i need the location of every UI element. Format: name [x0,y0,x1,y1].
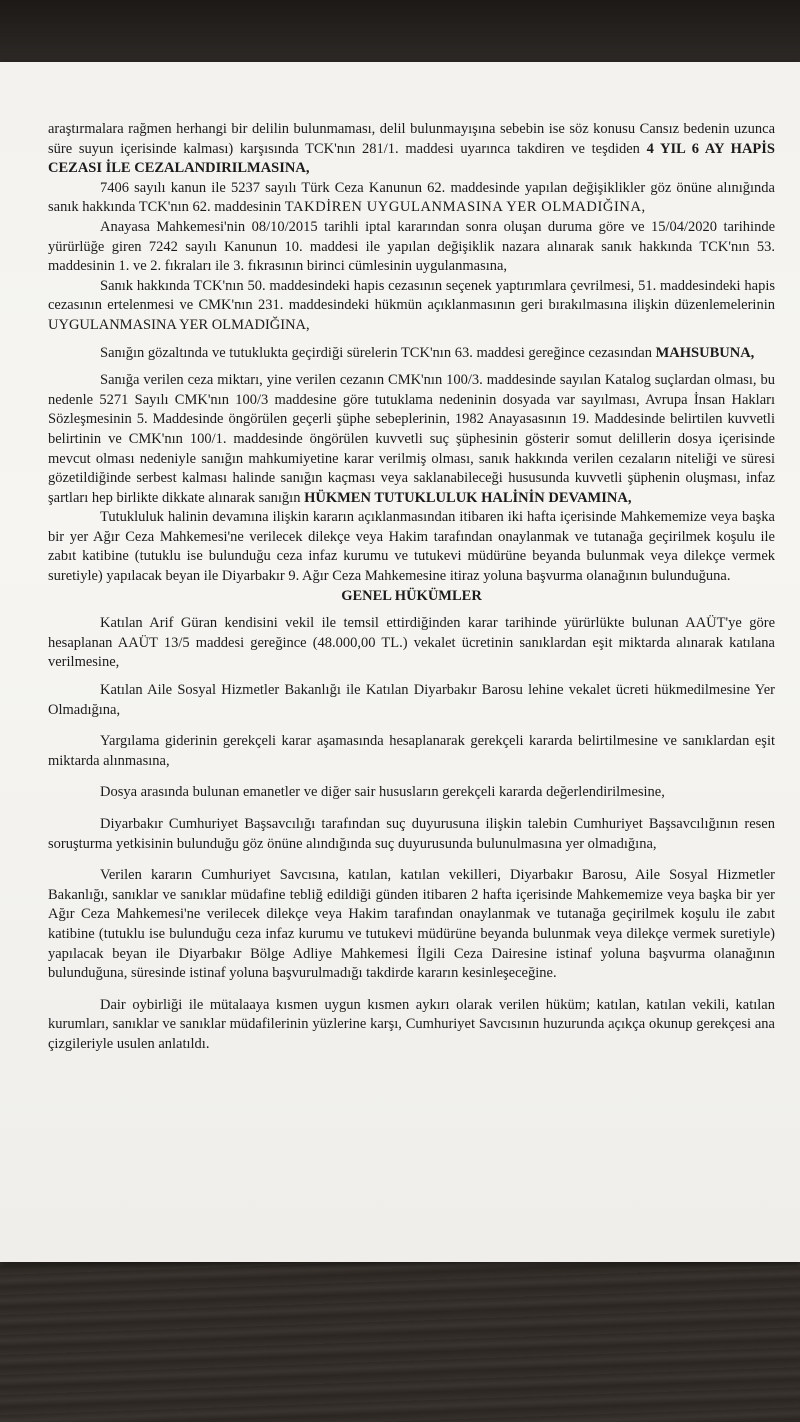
ruling-emphasis: TAKDİREN UYGULANMASINA YER OLMADIĞINA, [284,199,646,216]
paragraph-tck-62 [48,179,775,218]
paragraph-attorney-fee: Katılan Arif Güran kendisini vekil ile temsil ettirdiğinden karar tarihinde yürürlükte bulunan AAÜT'ye göre hesaplanan AAÜT 13/5 maddesi gereğince (48.000,00 TL.) vekalet ücretinin sanıklardan eşit miktarda alınarak katılana verilmesine, [48,615,775,671]
paragraph-appeal: Verilen kararın Cumhuriyet Savcısına, katılan, katılan vekilleri, Diyarbakır Barosu, Aile Sosyal Hizmetler Bakanlığı, sanıklar ve sanıklar müdafine tebliğ edildiği günden itibaren 2 hafta içerisinde Mahkememize veya başka bir yer Ağır Ceza Mahkemesi'ne verilecek dilekçe veya Hakim tarafından onaylanmak ve tutanağa geçirilmek koşulu ile zabıt katibine (tutuklu ise bulunduğu ceza infaz kurumu ve tutukevi müdürüne beyanda bulunmak veya dilekçe vermek suretiyle) yapılacak beyan ile Diyarbakır Bölge Adliye Mahkemesi İlgili Ceza Dairesine istinaf yoluna başvurma olanağının bulunduğuna, süresinde istinaf yoluna başvurulmadığı takdirde kararın kesinleşeceğine. [48,867,775,982]
paragraph-deposits: Dosya arasında bulunan emanetler ve diğer sair hususların gerekçeli kararda değerlendirilmesine, [100,784,665,801]
paragraph-text: Sanığın gözaltında ve tutuklukta geçirdiği sürelerin TCK'nın 63. maddesi gereğince cezasından [100,344,656,361]
paragraph-text: araştırmalara rağmen herhangi bir delilin bulunmaması, delil bulunmayışına sebebin ise söz konusu Cansız bedenin uzunca süre suyun içerisinde kalması) karşısında TCK'nın 281/1. maddesi uyarınca takdiren ve teşdiden [48,121,775,157]
paragraph-tck-53: Anayasa Mahkemesi'nin 08/10/2015 tarihli iptal kararından sonra oluşan duruma göre ve 15/04/2020 tarihinde yürürlüğe giren 7242 sayılı Kanunun 10. maddesi ile yapılan değişiklik nazara alınarak sanık hakkında TCK'nın 53. maddesinin 1. ve 2. fıkraları ile 3. fıkrasının birinci cümlesinin uygulanmasına, [48,218,775,275]
paragraph-sentence-ruling [48,120,775,179]
paragraph-trial-costs: Yargılama giderinin gerekçeli karar aşamasında hesaplanarak gerekçeli kararda belirtilmesine ve sanıklardan eşit miktarda alınmasına, [48,733,775,769]
paragraph-detention [48,371,775,508]
paragraph-closing: Dair oybirliği ile mütalaaya kısmen uygun kısmen aykırı olarak verilen hüküm; katılan, katılan vekili, katılan kurumları, sanıklar ve sanıklar müdafilerinin yüzlerine karşı, Cumhuriyet Savcısının huzurunda açıkça okunup gerekçesi ana çizgileriyle usulen anlatıldı. [48,996,775,1052]
paragraph-tck-50-51: Sanık hakkında TCK'nın 50. maddesindeki hapis cezasının seçenek yaptırımlara çevrilmesi, 51. maddesindeki hapis cezasının ertelenmesi ve CMK'nın 231. maddesindeki hükmün açıklanmasının geri bırakılmasına ilişkin düzenlemelerinin UYGULANMASINA YER OLMADIĞINA, [48,277,775,333]
paragraph-ministry-fee: Katılan Aile Sosyal Hizmetler Bakanlığı ile Katılan Diyarbakır Barosu lehine vekalet ücreti hükmedilmesine Yer Olmadığına, [48,682,775,718]
document-body [48,120,775,1055]
ruling-emphasis: 4 YIL 6 AY HAPİS CEZASI İLE CEZALANDIRILMASINA, [48,140,775,177]
desk-background-bottom [0,1255,800,1422]
desk-background-top [0,0,800,70]
section-heading: GENEL HÜKÜMLER [341,587,482,604]
ruling-emphasis: HÜKMEN TUTUKLULUK HALİNİN DEVAMINA, [304,489,632,506]
paragraph-text: 7406 sayılı kanun ile 5237 sayılı Türk Ceza Kanunun 62. maddesinde yapılan değişiklikler göz önüne alınığında sanık hakkında TCK'nın 62. maddesinin [48,179,775,216]
ruling-emphasis: MAHSUBUNA, [655,344,755,361]
paragraph-text: Sanığa verilen ceza miktarı, yine verilen cezanın CMK'nın 100/3. maddesinde sayılan Katalog suçlardan olması, bu nedenle 5271 Sayılı CMK'nın 100/3 maddesine göre tutuklama nedeninin dosyada var sayılması, Avrupa İnsan Hakları Sözleşmesinin 5. Maddesinde öngörülen geçerli şüphe sebeplerinin, 1982 Anayasasının 19. Maddesinde belirtilen kuvvetli belirtinin ve CMK'nın 100/1. maddesinde öngörülen kuvvetli suç şüphesinin gösterir somut delillerin dosya içerisinde mevcut olması nedeniyle sanığın mahkumiyetine karar verilmiş olması, sanık hakkında verilen cezaların niteliği ve süresi gözetildiğinde serbest kalması halinde sanığın kaçması veya saklanabileceği hususunda kuvvetli şüphenin oluşması, infaz şartları hep birlikte dikkate alınarak sanığın [48,372,775,506]
paragraph-objection: Tutukluluk halinin devamına ilişkin kararın açıklanmasından itibaren iki hafta içerisinde Mahkememize veya başka bir yer Ağır Ceza Mahkemesi'ne verilecek dilekçe veya Hakim tarafından onaylanmak ve tutanağa geçirilmek koşulu ile zabıt katibine (tutuklu ise bulunduğu ceza infaz kurumu ve tutukevi müdürüne beyanda bulunmak veya dilekçe vermek suretiyle) yapılacak beyan ile Diyarbakır 9. Ağır Ceza Mahkemesine itiraz yoluna başvurma olanağının bulunduğuna. [48,509,775,585]
paragraph-mahsup [48,344,775,364]
paragraph-prosecution: Diyarbakır Cumhuriyet Başsavcılığı tarafından suç duyurusuna ilişkin talebin Cumhuriyet Başsavcılığının resen soruşturma yetkisinin bulunduğu göz önüne alındığında suç duyurusunda bulunulmasına yer olmadığına, [48,816,775,852]
